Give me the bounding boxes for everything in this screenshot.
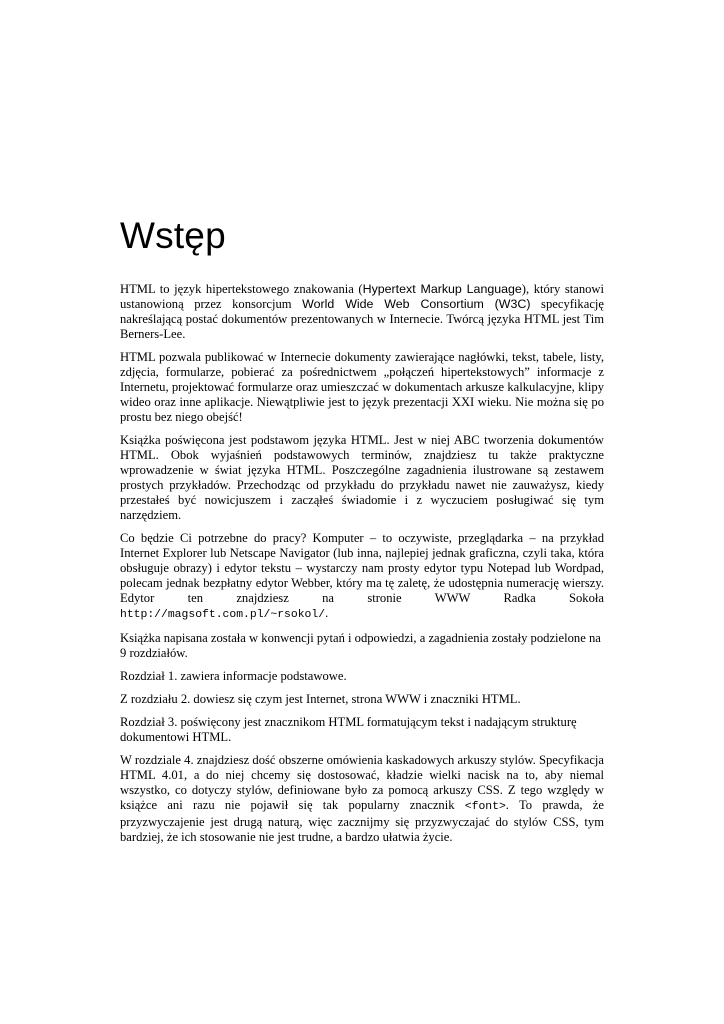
font-tag-code: <font> [464, 801, 506, 813]
text-segment: W rozdziale 4. znajdziesz dość obszerne omówienia kaskadowych arkuszy stylów. Specyfikacja HTML 4.01, a do niej chcemy się dostosować, kładzie wielki nacisk na to, aby niemal wszystko, co dotyczy stylów, definiowane było za pomocą arkuszy CSS. Z tego względy w książce ani razu nie pojawił się tak popularny znacznik [120, 753, 604, 812]
paragraph-book-scope: Książka poświęcona jest podstawom języka HTML. Jest w niej ABC tworzenia dokumentów HTML. Obok wyjaśnień podstawowych terminów, znajdziesz tu także praktyczne wprowadzenie w świat języka HTML. Poszczególne zagadnienia ilustrowane są zestawem prostych przykładów. Przechodząc od przykładu do przykładu nawet nie zauważysz, kiedy przestałeś być nowicjuszem i zacząłeś świadomie i z wyczuciem posługiwać się tym narzędziem. [120, 433, 604, 522]
document-page [120, 214, 604, 853]
paragraph-chapter-2: Z rozdziału 2. dowiesz się czym jest Internet, strona WWW i znaczniki HTML. [120, 692, 521, 706]
text-segment: specyfikację nakreślającą postać dokumentów prezentowanych w Internecie. Twórcą języka HTML jest Tim Berners-Lee. [120, 297, 604, 341]
term-hypertext-markup-language: Hypertext Markup Language [362, 282, 522, 296]
paragraph-capabilities: HTML pozwala publikować w Internecie dokumenty zawierające nagłówki, tekst, tabele, listy, zdjęcia, formularze, pobierać za pośrednictwem „połączeń hipertekstowych” informacje z Internetu, projektować formularze oraz umieszczać w dokumentach arkusze kalkulacyjne, klipy wideo oraz inne aplikacje. Niewątpliwie jest to język prezentacji XXI wieku. Nie można się po prostu bez niego obejść! [120, 350, 604, 424]
paragraph-chapter-4 [120, 753, 604, 845]
term-w3c: World Wide Web Consortium (W3C) [302, 297, 531, 311]
paragraph-chapter-1: Rozdział 1. zawiera informacje podstawowe. [120, 669, 347, 683]
text-segment: . To prawda, że przyzwyczajenie jest drugą naturą, więc zacznijmy się przyzwyczajać do stylów CSS, tym bardziej, że ich stosowanie nie jest trudne, a bardzo ułatwia życie. [120, 798, 604, 844]
paragraph-requirements [120, 531, 604, 623]
paragraph-intro [120, 282, 604, 342]
chapter-title: Wstęp [120, 215, 226, 256]
text-segment: HTML to język hipertekstowego znakowania ( [120, 282, 363, 296]
text-segment: ), który stanowi ustanowioną przez konsorcjum [120, 282, 605, 311]
text-segment: . [325, 606, 329, 620]
paragraph-chapter-3: Rozdział 3. poświęcony jest znacznikom HTML formatującym tekst i nadającym strukturę dokumentowi HTML. [120, 715, 577, 744]
text-segment: Co będzie Ci potrzebne do pracy? Komputer – to oczywiste, przeglądarka – na przykład Internet Explorer lub Netscape Navigator (lub inna, najlepiej jednak graficzna, czyli taka, która obsługuje obrazy) i edytor tekstu – wystarczy nam prosty edytor typu Notepad lub Wordpad, polecam jednak bezpłatny edytor Webber, który ma tę zaletę, że udostępnia numerację wierszy. Edytor ten znajdziesz na stronie WWW Radka Sokoła [120, 531, 604, 605]
webber-url: http://magsoft.com.pl/~rsokol/ [120, 609, 326, 621]
paragraph-structure: Książka napisana została w konwencji pytań i odpowiedzi, a zagadnienia zostały podzielone na 9 rozdziałów. [120, 631, 601, 660]
